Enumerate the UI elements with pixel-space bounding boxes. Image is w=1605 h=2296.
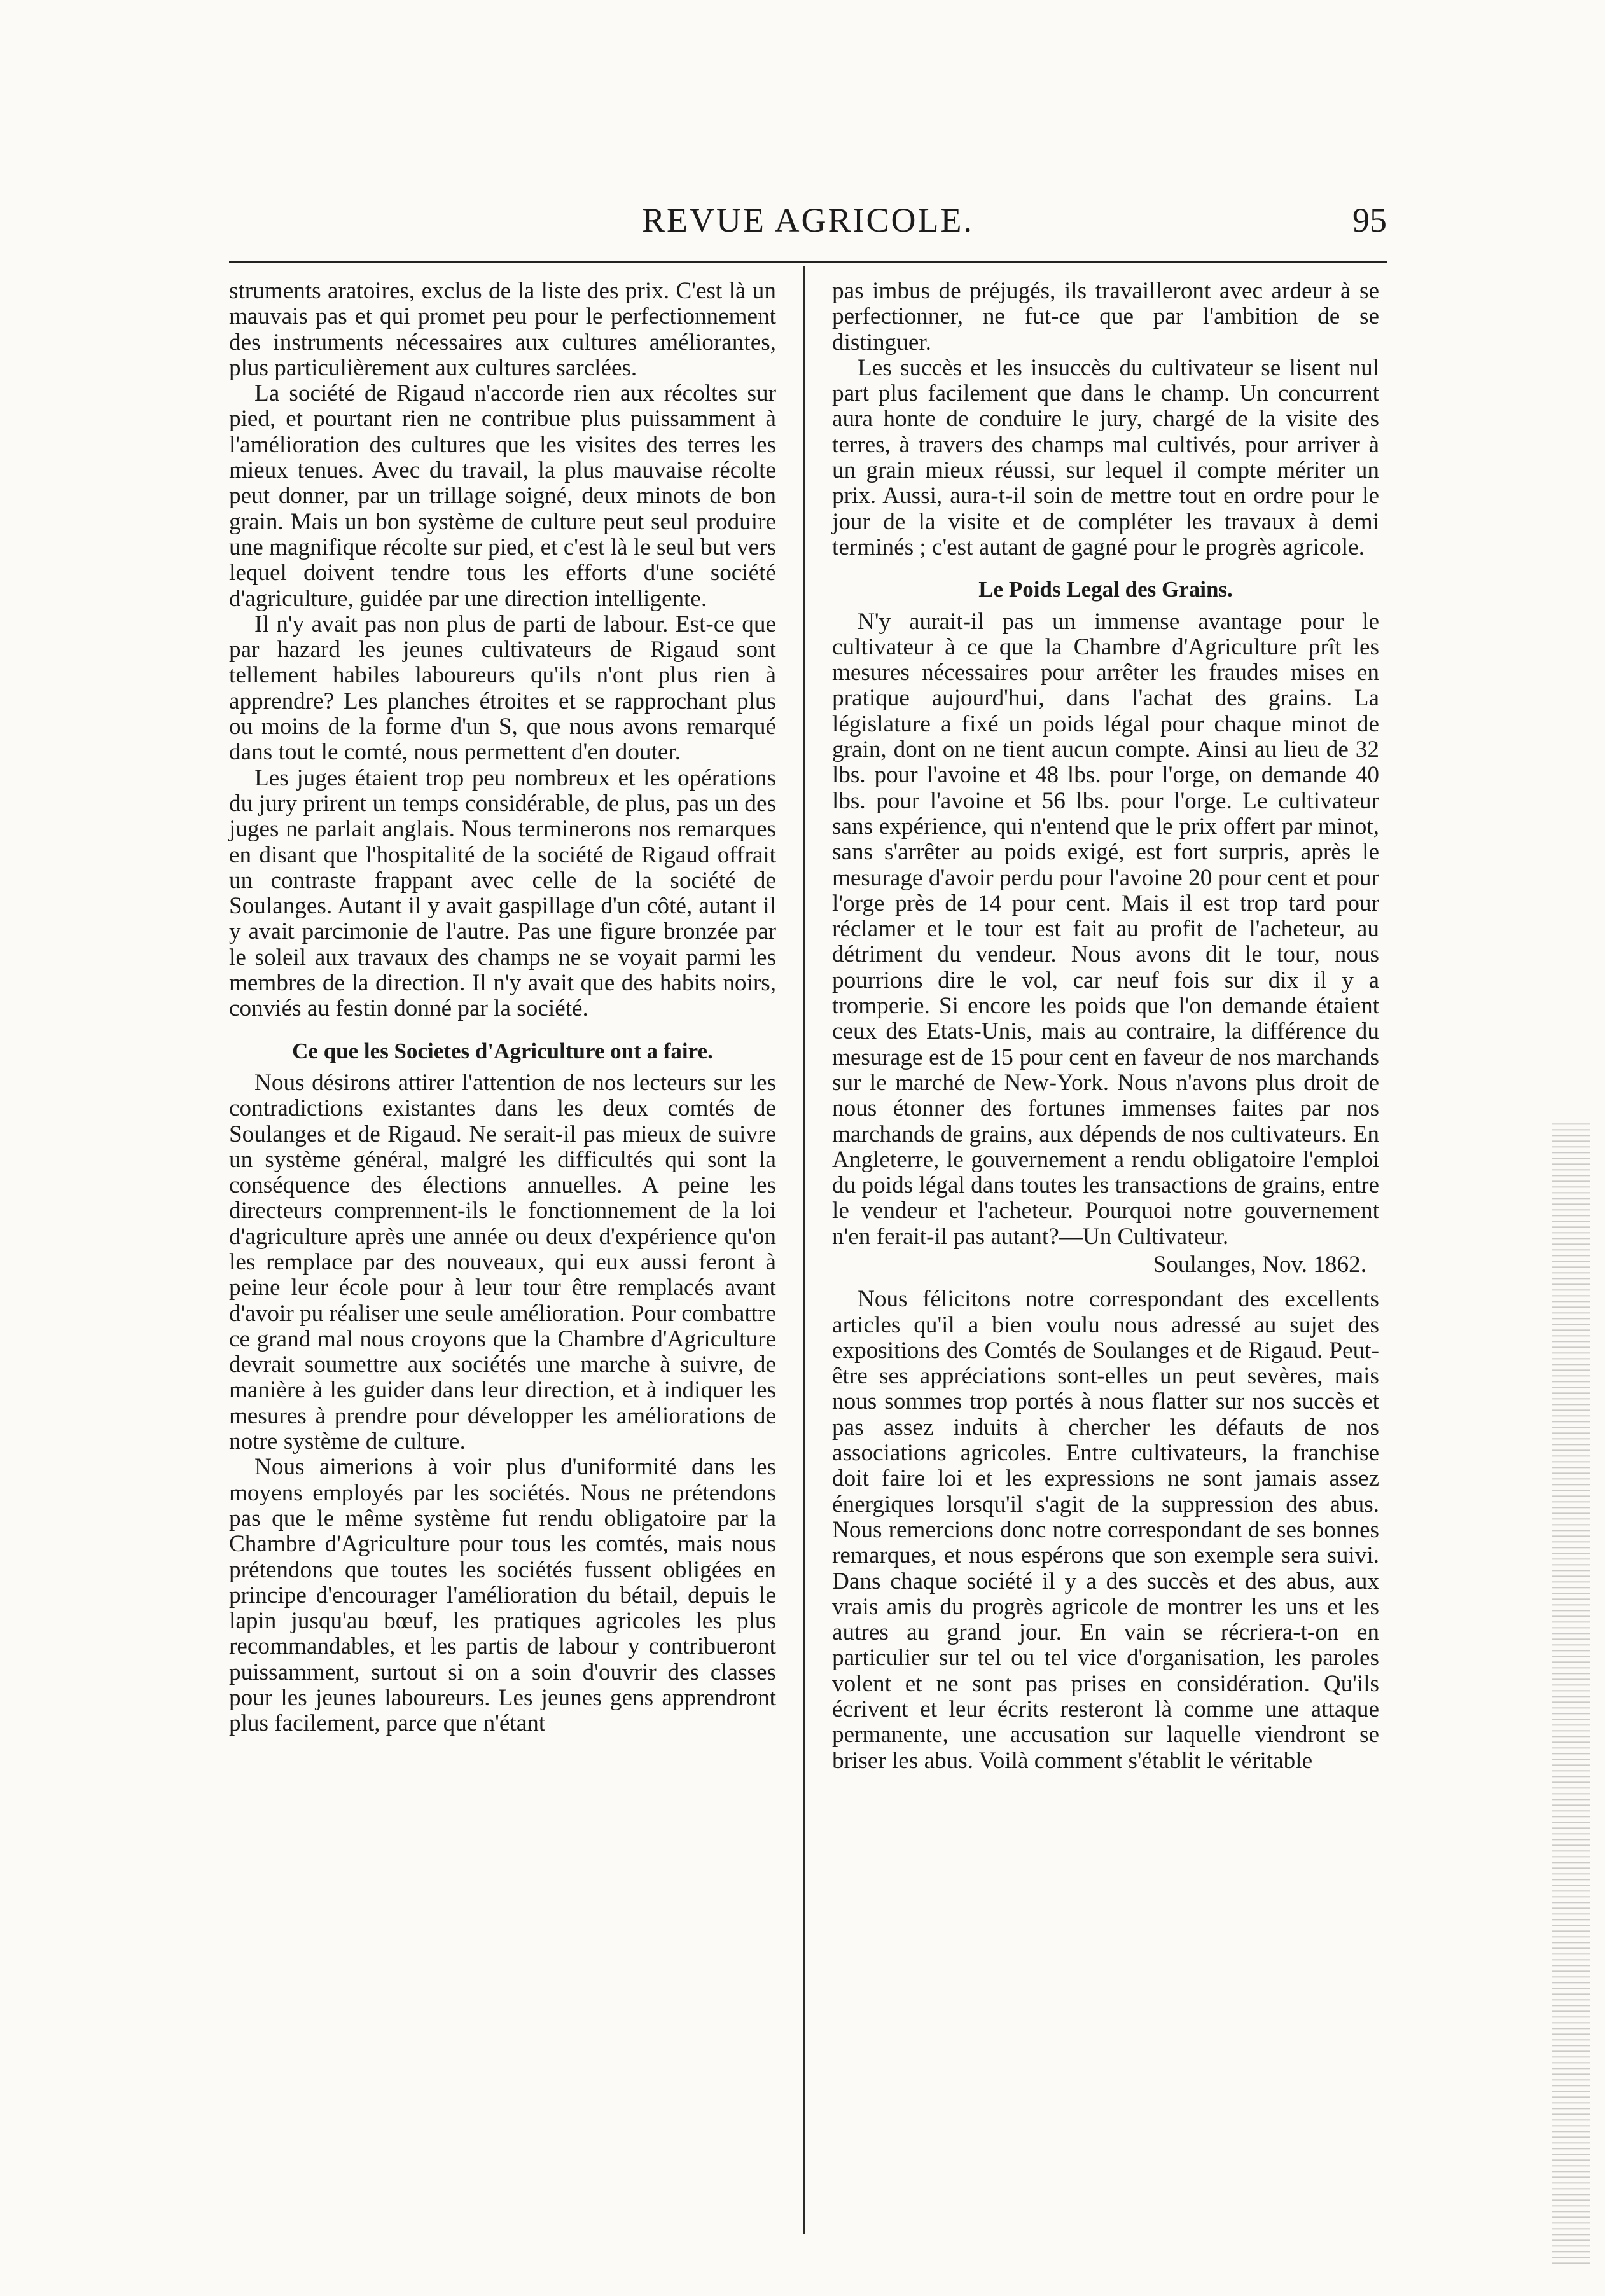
scan-edge-artifact	[1552, 1119, 1590, 2264]
left-column	[229, 279, 776, 1737]
right-column	[832, 279, 1379, 1774]
paragraph: Les succès et les insuccès du cultivateur se lisent nul part plus facilement que dans le champ. Un concurrent aura honte de conduire le jury, chargé de la visite des terres, à travers des champs mal cultivés, pour arriver à un grain mieux réussi, sur lequel il compte mériter un prix. Aussi, aura-t-il soin de mettre tout en ordre pour le jour de la visite et de compléter les travaux à demi terminés ; c'est autant de gagné pour le progrès agricole.	[832, 354, 1379, 560]
paragraph: Nous aimerions à voir plus d'uniformité dans les moyens employés par les sociétés. Nous ne prétendons pas que le même système fut rendu obligatoire par la Chambre d'Agriculture pour tous les comtés, mais nous prétendons que toutes les sociétés fussent obligées en principe d'encourager l'amélioration du bétail, depuis le lapin jusqu'au bœuf, les pratiques agricoles les plus recommandables, et les partis de labour y contribueront puissamment, surtout si on a soin d'ouvrir des classes pour les jeunes laboureurs. Les jeunes gens apprendront plus facilement, parce que n'étant	[229, 1454, 776, 1737]
header-rule	[229, 261, 1387, 263]
column-divider	[803, 266, 805, 2234]
paragraph: N'y aurait-il pas un immense avantage pour le cultivateur à ce que la Chambre d'Agriculture prît les mesures nécessaires pour arrêter les fraudes mises en pratique aujourd'hui, dans l'achat des grains. La législature a fixé un poids légal pour chaque minot de grain, dont on ne tient aucun compte. Ainsi au lieu de 32 lbs. pour l'avoine et 48 lbs. pour l'orge, on demande 40 lbs. pour l'avoine et 56 lbs. pour l'orge. Le cultivateur sans expérience, qui n'entend que le prix offert par minot, sans s'arrêter au poids exigé, est fort surpris, après le mesurage d'avoir perdu pour l'avoine 20 pour cent et pour l'orge près de 14 pour cent. Mais il est trop tard pour réclamer et le tour est fait au profit de l'acheteur, au détriment du vendeur. Nous avons dit le tour, nous pourrions dire le vol, car neuf fois sur dix il y a tromperie. Si encore les poids que l'on demande étaient ceux des Etats-Unis, mais au contraire, la différence du mesurage est de 15 pour cent en faveur de nos marchands sur le marché de New-York. Nous n'avons plus droit de nous étonner des fortunes immenses faites par nos marchands de grains, aux dépends de nos cultivateurs. En Angleterre, le gouvernement a rendu obligatoire l'emploi du poids légal dans toutes les transactions de grains, entre le vendeur et l'acheteur. Pourquoi notre gouvernement n'en ferait-il pas autant?—Un Cultivateur.	[832, 608, 1379, 1250]
paragraph: pas imbus de préjugés, ils travailleront avec ardeur à se perfectionner, ne fut-ce que par l'ambition de se distinguer.	[832, 278, 1379, 356]
page-number: 95	[1352, 201, 1387, 239]
paragraph: Les juges étaient trop peu nombreux et les opérations du jury prirent un temps considérable, de plus, pas un des juges ne parlait anglais. Nous terminerons nos remarques en disant que l'hospitalité de la société de Rigaud offrait un contraste frappant avec celle de la société de Soulanges. Autant il y avait gaspillage d'un côté, autant il y avait parcimonie de l'autre. Pas une figure bronzée par le soleil aux travaux des champs ne se voyait parmi les membres de la direction. Il n'y avait que des habits noirs, conviés au festin donné par la société.	[229, 764, 776, 1022]
running-title: REVUE AGRICOLE.	[642, 201, 974, 239]
section-heading: Ce que les Societes d'Agriculture ont a faire.	[292, 1038, 713, 1063]
paragraph: Nous désirons attirer l'attention de nos lecteurs sur les contradictions existantes dans les deux comtés de Soulanges et de Rigaud. Ne serait-il pas mieux de suivre un système général, malgré les difficultés qui sont la conséquence des élections annuelles. A peine les directeurs comprennent-ils le fonctionnement de la loi d'agriculture après une année ou deux d'expérience qu'on les remplace par des nouveaux, qui eux aussi feront à peine leur école pour à leur tour être remplacés avant d'avoir pu réaliser une seule amélioration. Pour combattre ce grand mal nous croyons que la Chambre d'Agriculture devrait soumettre aux sociétés une marche à suivre, de manière à les guider dans leur direction, et à indiquer les mesures à prendre pour développer les améliorations de notre système de culture.	[229, 1069, 776, 1455]
section-heading: Le Poids Legal des Grains.	[978, 577, 1233, 602]
page-header	[229, 200, 1387, 245]
paragraph: Nous félicitons notre correspondant des excellents articles qu'il a bien voulu nous adressé au sujet des expositions des Comtés de Soulanges et de Rigaud. Peut-être ses appréciations sont-elles un peut sevères, mais nous sommes trop portés à nous flatter sur nos succès et pas assez induits à chercher les défauts de nos associations agricoles. Entre cultivateurs, la franchise doit faire loi et les expressions ne sont jamais assez énergiques lorsqu'il s'agit de la suppression des abus. Nous remercions donc notre correspondant de ses bonnes remarques, et nous espérons que son exemple sera suivi. Dans chaque société il y a des succès et des abus, aux vrais amis du progrès agricole de montrer les uns et les autres au grand jour. En vain se récriera-t-on en particulier sur tel ou tel vice d'organisation, les paroles volent et ne sont pas prises en considération. Qu'ils écrivent et leur écrits resteront là comme une attaque permanente, une accusation sur laquelle viendront se briser les abus. Voilà comment s'établit le véritable	[832, 1286, 1379, 1774]
signature: Soulanges, Nov. 1862.	[1153, 1251, 1366, 1278]
paragraph: Il n'y avait pas non plus de parti de labour. Est-ce que par hazard les jeunes cultivateurs de Rigaud sont tellement habiles laboureurs qu'ils n'ont plus rien à apprendre? Les planches étroites et se rapprochant plus ou moins de la forme d'un S, que nous avons remarqué dans tout le comté, nous permettent d'en douter.	[229, 611, 776, 766]
paragraph: La société de Rigaud n'accorde rien aux récoltes sur pied, et pourtant rien ne contribue plus puissamment à l'amélioration des cultures que les visites des terres les mieux tenues. Avec du travail, la plus mauvaise récolte peut donner, par un trillage soigné, deux minots de bon grain. Mais un bon système de culture peut seul produire une magnifique récolte sur pied, et c'est là le seul but vers lequel doivent tendre tous les efforts d'une société d'agriculture, guidée par une direction intelligente.	[229, 380, 776, 612]
paragraph: struments aratoires, exclus de la liste des prix. C'est là un mauvais pas et qui promet peu pour le perfectionnement des instruments nécessaires aux cultures améliorantes, plus particulièrement aux cultures sarclées.	[229, 278, 776, 381]
